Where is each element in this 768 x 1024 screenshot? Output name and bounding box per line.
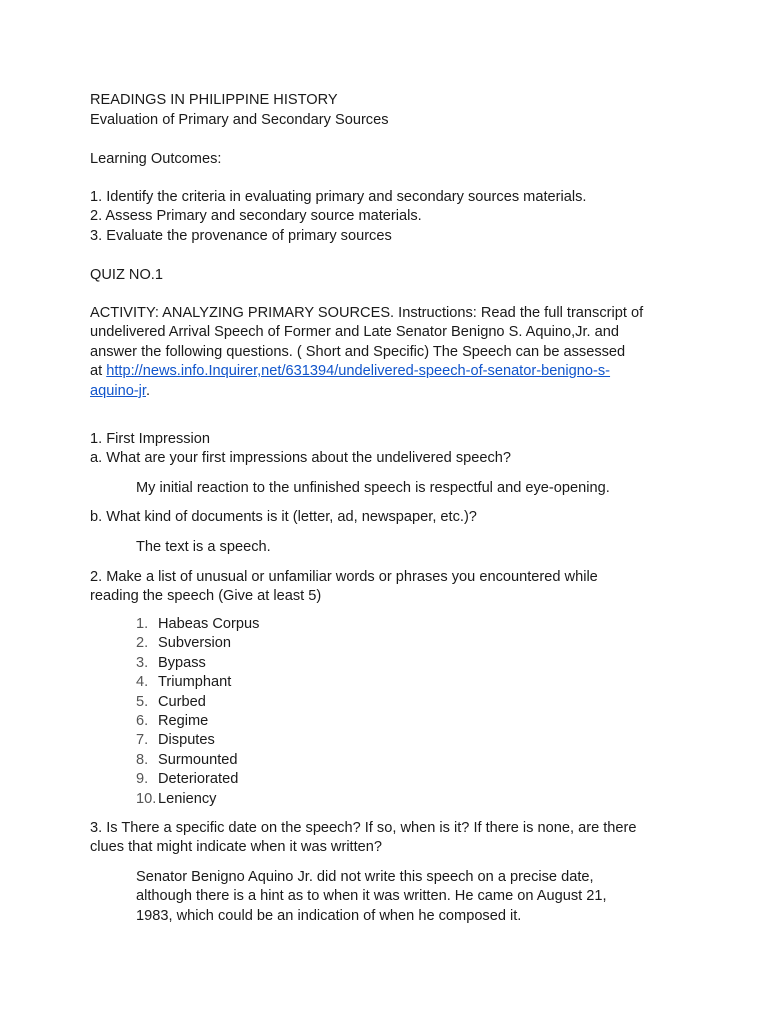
activity-at-prefix: at — [90, 363, 107, 379]
list-word: Bypass — [158, 654, 206, 671]
list-item — [136, 790, 259, 809]
activity-line: undelivered Arrival Speech of Former and Late Senator Benigno S. Aquino,Jr. and — [90, 324, 619, 340]
question-2-continued: reading the speech (Give at least 5) — [90, 588, 322, 604]
list-item — [136, 751, 259, 770]
question-1-title: 1. First Impression — [90, 431, 211, 447]
list-word: Deteriorated — [158, 771, 239, 788]
answer-1b: The text is a speech. — [136, 539, 271, 555]
list-number: 4. — [136, 674, 149, 691]
list-word: Subversion — [158, 635, 232, 652]
list-item — [136, 654, 259, 673]
list-word: Surmounted — [158, 751, 238, 768]
activity-line — [90, 382, 150, 402]
learning-outcomes-label: Learning Outcomes: — [90, 151, 222, 167]
answer-3-continued: 1983, which could be an indication of when he composed it. — [136, 908, 522, 924]
activity-line: answer the following questions. ( Short and Specific) The Speech can be assessed — [90, 344, 626, 360]
list-number: 8. — [136, 751, 149, 768]
document-title: READINGS IN PHILIPPINE HISTORY — [90, 92, 338, 108]
question-2: 2. Make a list of unusual or unfamiliar words or phrases you encountered while — [90, 569, 598, 585]
list-number: 5. — [136, 693, 149, 710]
list-item — [136, 673, 259, 692]
list-number: 7. — [136, 732, 149, 749]
list-word: Regime — [158, 712, 209, 729]
list-item — [136, 770, 259, 789]
outcome-item: 1. Identify the criteria in evaluating primary and secondary sources materials. — [90, 189, 587, 205]
answer-3: Senator Benigno Aquino Jr. did not write this speech on a precise date, — [136, 869, 594, 885]
transcript-link[interactable]: http://news.info.Inquirer,net/631394/undelivered-speech-of-senator-benigno-s- — [106, 363, 611, 379]
list-number: 6. — [136, 712, 149, 729]
activity-line — [90, 362, 610, 382]
list-word: Disputes — [158, 732, 215, 749]
list-word: Leniency — [158, 790, 217, 807]
activity-line: ACTIVITY: ANALYZING PRIMARY SOURCES. Instructions: Read the full transcript of — [90, 305, 644, 321]
list-item — [136, 712, 259, 731]
list-number: 2. — [136, 635, 149, 652]
unfamiliar-words-list — [136, 615, 259, 809]
outcome-item: 3. Evaluate the provenance of primary sources — [90, 228, 392, 244]
list-item — [136, 634, 259, 653]
activity-period: . — [145, 383, 151, 399]
list-word: Triumphant — [158, 674, 232, 691]
question-1b: b. What kind of documents is it (letter, ad, newspaper, etc.)? — [90, 509, 477, 525]
question-3-continued: clues that might indicate when it was written? — [90, 839, 383, 855]
list-word: Curbed — [158, 693, 206, 710]
list-number: 9. — [136, 771, 149, 788]
list-number: 3. — [136, 654, 149, 671]
list-item — [136, 615, 259, 634]
list-word: Habeas Corpus — [158, 616, 260, 632]
answer-3-continued: although there is a hint as to when it was written. He came on August 21, — [136, 888, 607, 904]
question-1a: a. What are your first impressions about the undelivered speech? — [90, 450, 512, 466]
question-3: 3. Is There a specific date on the speech? If so, when is it? If there is none, are there — [90, 820, 637, 836]
transcript-link-continued[interactable]: aquino-jr — [90, 383, 146, 399]
list-item — [136, 731, 259, 750]
answer-1a: My initial reaction to the unfinished speech is respectful and eye-opening. — [136, 480, 610, 496]
list-item — [136, 693, 259, 712]
list-number: 10. — [136, 790, 157, 807]
outcome-item: 2. Assess Primary and secondary source materials. — [90, 208, 422, 224]
document-subtitle: Evaluation of Primary and Secondary Sources — [90, 112, 389, 128]
quiz-label: QUIZ NO.1 — [90, 267, 163, 283]
list-number: 1. — [136, 616, 149, 632]
